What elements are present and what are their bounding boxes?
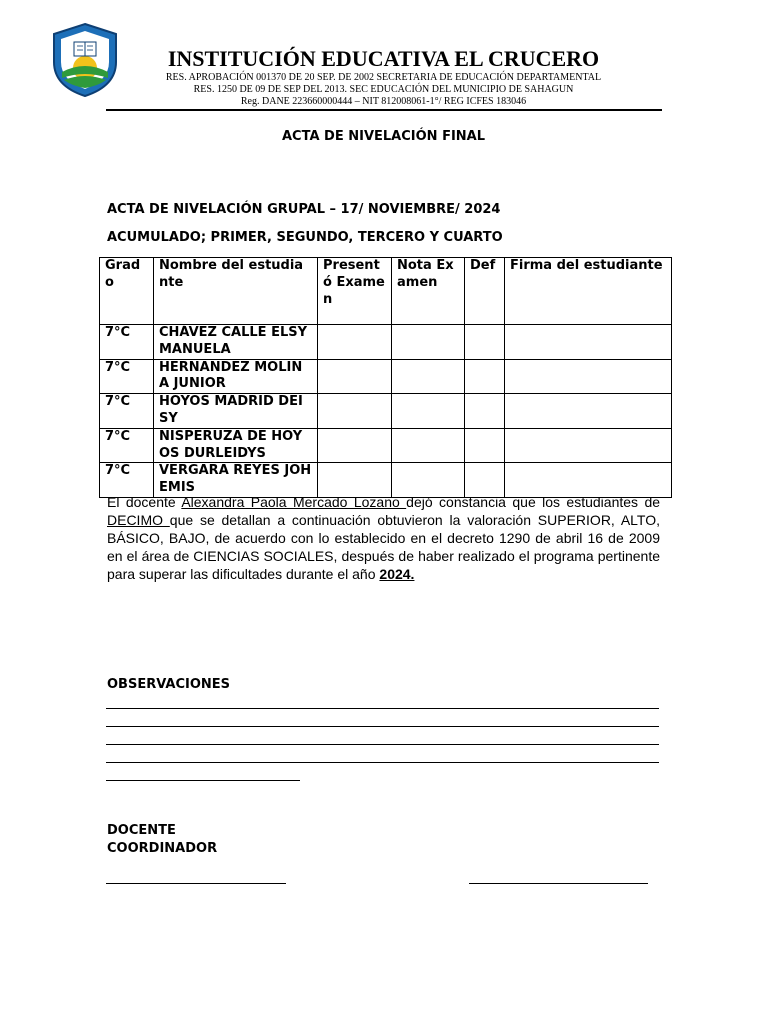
observation-line (106, 762, 659, 763)
document-title: ACTA DE NIVELACIÓN FINAL (281, 129, 486, 144)
observation-line (106, 780, 300, 781)
grade-level: DECIMO (107, 512, 170, 528)
coordinador-signature-line (469, 883, 648, 884)
table-row (100, 428, 672, 463)
table-row (100, 325, 672, 360)
record-paragraph (107, 493, 660, 583)
header-took-exam: Presentó Examen (318, 258, 392, 325)
approval-line: RES. APROBACIÓN 001370 DE 20 SEP. DE 2002 SECRETARIA DE EDUCACIÓN DEPARTAMENTAL (165, 72, 602, 83)
cell-took-exam (318, 325, 392, 360)
paragraph-text-3: que se detallan a continuación obtuvieron la valoración SUPERIOR, ALTO, BÁSICO, BAJO, de acuerdo con lo establecido en el decreto 1290 de abril 16 de 2009 en el área de CIENCIAS SOCIALES, después de haber realizado el programa pertinente para superar las dificultades durante el año (107, 512, 660, 582)
teacher-name: Alexandra Paola Mercado Lozano (181, 494, 407, 510)
cell-student-name: HERNANDEZ MOLINA JUNIOR (154, 359, 318, 394)
resolution-line: RES. 1250 DE 09 DE SEP DEL 2013. SEC EDUCACIÓN DEL MUNICIPIO DE SAHAGUN (193, 84, 574, 95)
cell-signature (505, 428, 672, 463)
table-row (100, 394, 672, 429)
cell-student-name: CHÁVEZ CALLE ELSY MANUELA (154, 325, 318, 360)
header-student-name: Nombre del estudiante (154, 258, 318, 325)
cell-exam-grade (392, 325, 465, 360)
cell-student-name: VERGARA REYES JOHEMIS (154, 463, 318, 498)
cell-signature (505, 394, 672, 429)
cell-exam-grade (392, 359, 465, 394)
docente-label: DOCENTE (107, 823, 176, 838)
cell-exam-grade (392, 394, 465, 429)
cell-grade: 7°C (100, 394, 154, 429)
coordinador-label: COORDINADOR (107, 841, 218, 856)
cell-final (465, 359, 505, 394)
cell-student-name: NISPERUZA DE HOYOS DURLEIDYS (154, 428, 318, 463)
registration-line: Reg. DANE 223660000444 – NIT 812008061-1°/ REG ICFES 183046 (240, 96, 527, 107)
cell-took-exam (318, 394, 392, 429)
cell-grade: 7°C (100, 428, 154, 463)
cell-signature (505, 325, 672, 360)
cell-exam-grade (392, 428, 465, 463)
paragraph-text-2: dejó constancia que los estudiantes de (406, 494, 661, 510)
year-value: 2024. (379, 566, 415, 582)
cell-final (465, 428, 505, 463)
cell-took-exam (318, 359, 392, 394)
cell-grade: 7°C (100, 325, 154, 360)
cell-grade: 7°C (100, 359, 154, 394)
paragraph-text-1: El docente (107, 494, 182, 510)
cell-took-exam (318, 428, 392, 463)
table-header-row (100, 258, 672, 325)
students-table (99, 257, 672, 498)
cell-student-name: HOYOS MADRID DEISY (154, 394, 318, 429)
observation-line (106, 708, 659, 709)
cell-final (465, 394, 505, 429)
observations-label: OBSERVACIONES (107, 677, 231, 692)
observation-line (106, 726, 659, 727)
cell-grade: 7°C (100, 463, 154, 498)
table-row (100, 359, 672, 394)
cell-signature (505, 359, 672, 394)
cell-final (465, 325, 505, 360)
header-final: Def (465, 258, 505, 325)
accumulated-heading: ACUMULADO; PRIMER, SEGUNDO, TERCERO Y CUARTO (107, 230, 503, 245)
header-divider (106, 109, 662, 111)
observation-line (106, 744, 659, 745)
header-grade: Grado (100, 258, 154, 325)
header-signature: Firma del estudiante (505, 258, 672, 325)
institution-name: INSTITUCIÓN EDUCATIVA EL CRUCERO (167, 46, 600, 71)
group-act-heading: ACTA DE NIVELACIÓN GRUPAL – 17/ NOVIEMBRE/ 2024 (107, 202, 501, 217)
docente-signature-line (106, 883, 286, 884)
header-exam-grade: Nota Examen (392, 258, 465, 325)
